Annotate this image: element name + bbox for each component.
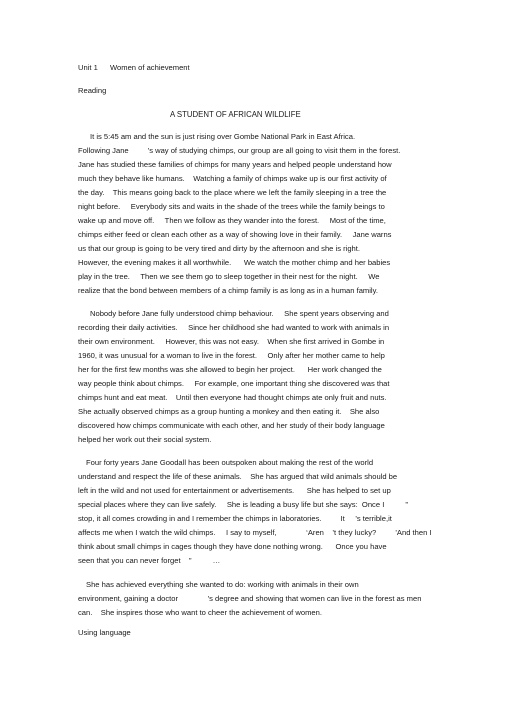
paragraph-2-line: helped her work out their social system. [78, 435, 212, 444]
paragraph-1-line: It is 5:45 am and the sun is just rising over Gombe National Park in East Africa. [90, 132, 356, 141]
paragraph-4-line: She has achieved everything she wanted to do: working with animals in their own [86, 580, 359, 589]
section-heading-reading: Reading [78, 86, 107, 95]
paragraph-1-line: wake up and move off. Then we follow as they wander into the forest. Most of the time, [78, 216, 386, 225]
paragraph-1-line: us that our group is going to be very tired and dirty by the afternoon and she is right. [78, 244, 360, 253]
paragraph-3-line: Four forty years Jane Goodall has been outspoken about making the rest of the world [86, 458, 374, 467]
paragraph-4-line: environment, gaining a doctor ’s degree and showing that women can live in the forest as men [78, 594, 422, 603]
paragraph-1-line: However, the evening makes it all worthwhile. We watch the mother chimp and her babies [78, 258, 391, 267]
paragraph-1-line: realize that the bond between members of a chimp family is as long as in a human family. [78, 286, 378, 295]
paragraph-1-line: Jane has studied these families of chimps for many years and helped people understand how [78, 160, 392, 169]
paragraph-2-line: way people think about chimps. For example, one important thing she discovered was that [78, 379, 390, 388]
paragraph-2-line: their own environment. However, this was not easy. When she first arrived in Gombe in [78, 337, 385, 346]
paragraph-3-line: left in the wild and not used for entertainment or advertisements. She has helped to set up [78, 486, 391, 495]
unit-label: Unit 1 [78, 63, 98, 72]
paragraph-3-line: seen that you can never forget ” … [78, 556, 221, 565]
paragraph-1-line: Following Jane ’s way of studying chimps, our group are all going to visit them in the forest. [78, 146, 401, 155]
paragraph-1-line: night before. Everybody sits and waits in the shade of the trees while the family beings to [78, 202, 385, 211]
paragraph-3-line: think about small chimps in cages though they have done nothing wrong. Once you have [78, 542, 387, 551]
paragraph-1-line: chimps either feed or clean each other as a way of showing love in their family. Jane warns [78, 230, 392, 239]
paragraph-2-line: discovered how chimps communicate with each other, and her study of their body language [78, 421, 385, 430]
paragraph-3-line: understand and respect the life of these animals. She has argued that wild animals should be [78, 472, 398, 481]
paragraph-2-line: She actually observed chimps as a group hunting a monkey and then eating it. She also [78, 407, 380, 416]
paragraph-1-line: play in the tree. Then we see them go to sleep together in their nest for the night. We [78, 272, 380, 281]
paragraph-2-line: 1960, it was unusual for a woman to live in the forest. Only after her mother came to help [78, 351, 385, 360]
paragraph-4-line: can. She inspires those who want to cheer the achievement of women. [78, 608, 322, 617]
article-title: A STUDENT OF AFRICAN WILDLIFE [170, 110, 301, 119]
paragraph-2-line: Nobody before Jane fully understood chimp behaviour. She spent years observing and [90, 309, 389, 318]
paragraph-2-line: chimps hunt and eat meat. Until then everyone had thought chimps ate only fruit and nuts. [78, 393, 387, 402]
paragraph-3-line: special places where they can live safely. She is leading a busy life but she says: Once I ” [78, 500, 408, 509]
paragraph-2-line: recording their daily activities. Since her childhood she had wanted to work with animals in [78, 323, 390, 332]
paragraph-3-line: affects me when I watch the wild chimps. I say to myself, ‘Aren ’t they lucky? ’And then I [78, 528, 432, 537]
paragraph-1-line: much they behave like humans. Watching a family of chimps wake up is our first activity of [78, 174, 387, 183]
section-heading-using-language: Using language [78, 628, 131, 637]
paragraph-1-line: the day. This means going back to the place where we left the family sleeping in a tree the [78, 188, 387, 197]
paragraph-3-line: stop, it all comes crowding in and I remember the chimps in laboratories. It ’s terrible,it [78, 514, 392, 523]
unit-title: Women of achievement [110, 63, 190, 72]
paragraph-2-line: her for the first few months was she allowed to begin her project. Her work changed the [78, 365, 382, 374]
